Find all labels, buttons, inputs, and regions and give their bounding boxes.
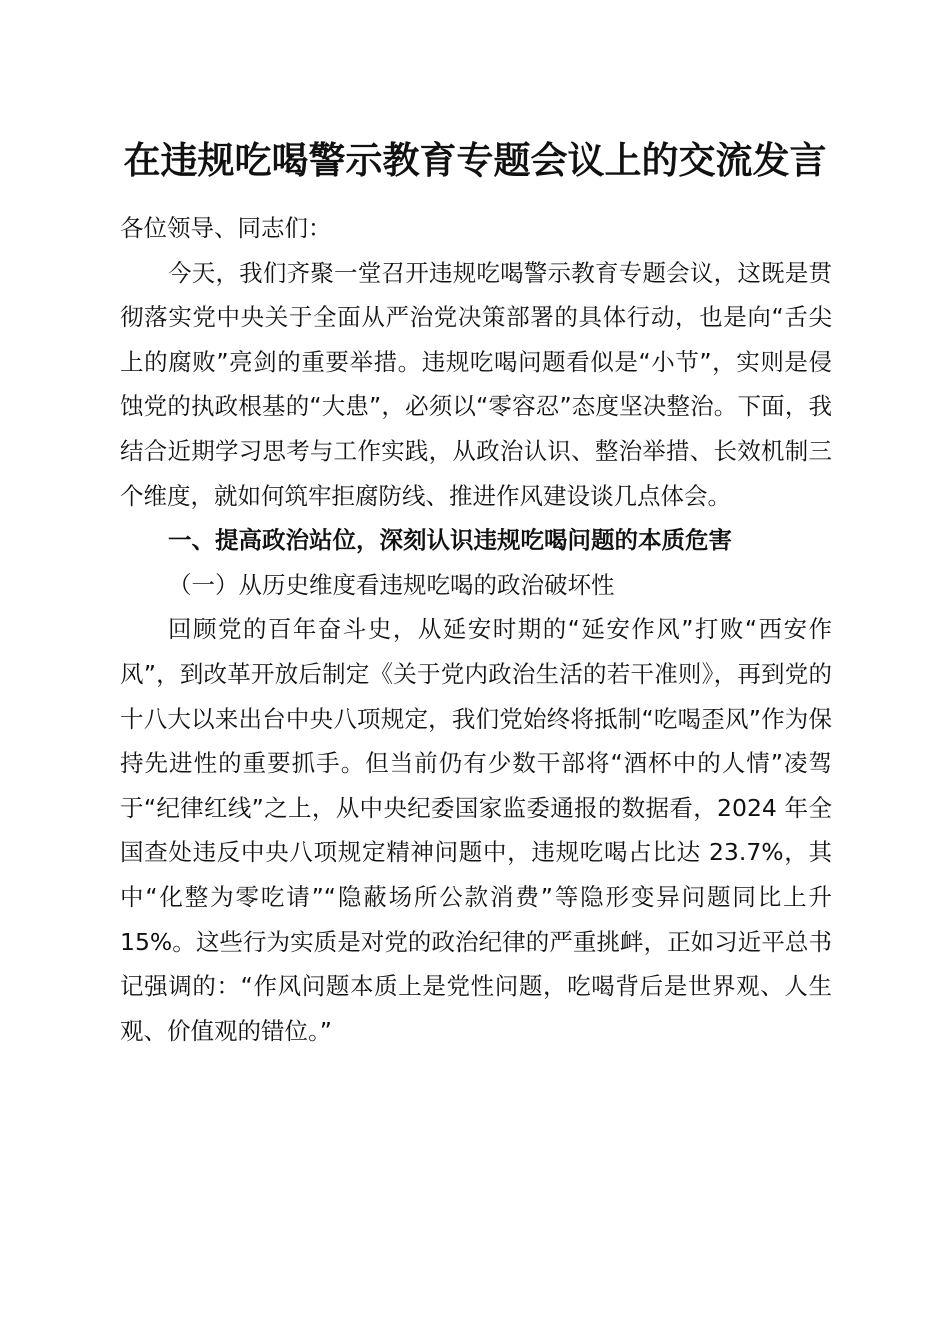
subsection-heading-1: （一）从历史维度看违规吃喝的政治破坏性: [168, 570, 615, 599]
intro-paragraph: 今天，我们齐聚一堂召开违规吃喝警示教育专题会议，这既是贯彻落实党中央关于全面从严治党决策部署的具体行动，也是向“舌尖上的腐败”亮剑的重要举措。违规吃喝问题看似是“小节”，实则是侵蚀党的执政根基的“大患”，必须以“零容忍”态度坚决整治。下面，我结合近期学习思考与工作实践，从政治认识、整治举措、长效机制三个维度，就如何筑牢拒腐防线、推进作风建设谈几点体会。: [120, 258, 832, 510]
salutation: 各位领导、同志们：: [120, 214, 332, 242]
document-title: 在违规吃喝警示教育专题会议上的交流发言: [123, 138, 827, 182]
section-heading-1: 一、提高政治站位，深刻认识违规吃喝问题的本质危害: [168, 526, 732, 555]
document-body: [120, 206, 832, 1053]
subsection-paragraph-1: 回顾党的百年奋斗史，从延安时期的“延安作风”打败“西安作风”，到改革开放后制定《关于党内政治生活的若干准则》，再到党的十八大以来出台中央八项规定，我们党始终将抵制“吃喝歪风”作为保持先进性的重要抓手。但当前仍有少数干部将“酒杯中的人情”凌驾于“纪律红线”之上，从中央纪委国家监委通报的数据看，2024 年全国查处违反中央八项规定精神问题中，违规吃喝占比达 23.7%，其中“化整为零吃请”“隐蔽场所公款消费”等隐形变异问题同比上升 15%。这些行为实质是对党的政治纪律的严重挑衅，正如习近平总书记强调的：“作风问题本质上是党性问题，吃喝背后是世界观、人生观、价值观的错位。”: [120, 615, 832, 1045]
